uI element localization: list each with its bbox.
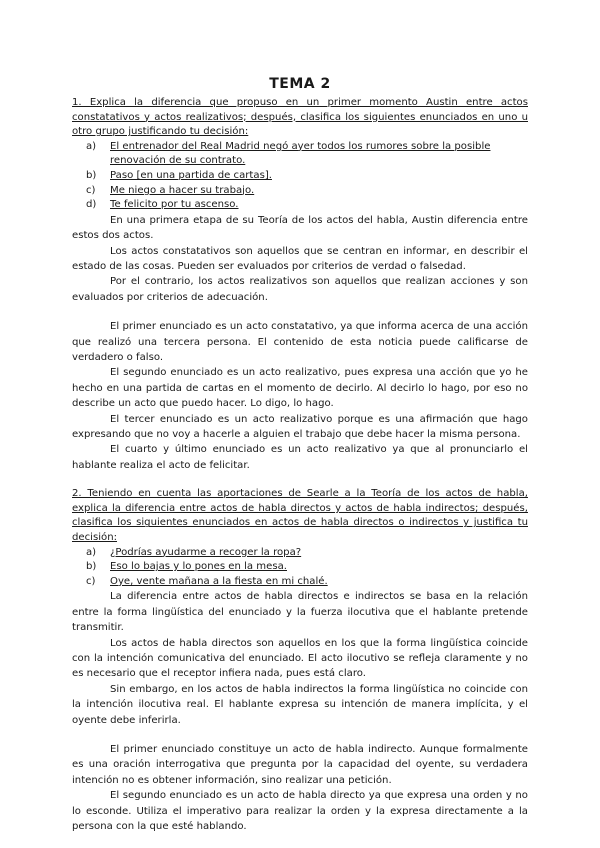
list-item bbox=[86, 184, 528, 199]
spacer bbox=[72, 305, 528, 319]
item-marker: d) bbox=[86, 199, 97, 211]
list-item bbox=[86, 169, 528, 184]
paragraph: La diferencia entre actos de habla directos e indirectos se basa en la relación entre la forma lingüística del enunciado y la fuerza ilocutiva que el hablante pretende transmitir. bbox=[72, 591, 528, 634]
item-text: Paso [en una partida de cartas]. bbox=[110, 169, 272, 181]
item-text: Te felicito por tu ascenso. bbox=[110, 199, 239, 211]
question-2: 2. Teniendo en cuenta las aportaciones de Searle a la Teoría de los actos de habla, explica la diferencia entre actos de habla directos y actos de habla indirectos; después, clasifica los siguientes enunciados en actos de habla directos o indirectos y justifica tu decisión: bbox=[72, 488, 528, 544]
answer-paragraph: El cuarto y último enunciado es un acto realizativo ya que al pronunciarlo el hablante realiza el acto de felicitar. bbox=[72, 444, 528, 471]
paragraph: Sin embargo, en los actos de habla indirectos la forma lingüística no coincide con la intención ilocutiva real. El hablante expresa su intención de manera implícita, y el oyente debe inferirla. bbox=[72, 683, 528, 726]
list-item bbox=[86, 140, 528, 169]
question-2-items bbox=[72, 546, 528, 590]
answer-paragraph: El primer enunciado constituye un acto de habla indirecto. Aunque formalmente es una oración interrogativa que pregunta por la capacidad del oyente, su verdadera intención no es obtener información, sino realizar una petición. bbox=[72, 744, 528, 786]
spacer bbox=[72, 473, 528, 487]
answer-paragraph: El segundo enunciado es un acto de habla directo ya que expresa una orden y no lo esconde. Utiliza el imperativo para realizar la orden y la expresa directamente a la persona con la que esté hablando. bbox=[72, 790, 528, 833]
section-1 bbox=[72, 96, 528, 473]
list-item bbox=[86, 575, 528, 590]
item-marker: b) bbox=[86, 169, 97, 181]
answer-paragraph: El tercer enunciado es un acto realizativo porque es una afirmación que hago expresando que no voy a hacerle a alguien el trabajo que debe hacer la misma persona. bbox=[72, 413, 528, 441]
item-text: Eso lo bajas y lo pones en la mesa. bbox=[110, 561, 287, 573]
paragraph: Los actos constatativos son aquellos que se centran en informar, en describir el estado de las cosas. Pueden ser evaluados por criterios de verdad o falsedad. bbox=[72, 245, 528, 272]
section-2 bbox=[72, 487, 528, 834]
answer-paragraph: El primer enunciado es un acto constatativo, ya que informa acerca de una acción que realizó una tercera persona. El contenido de esta noticia puede calificarse de verdadero o falso. bbox=[72, 321, 528, 363]
item-text: El entrenador del Real Madrid negó ayer todos los rumores sobre la posible renovación de su contrato. bbox=[110, 140, 491, 167]
item-marker: a) bbox=[86, 140, 97, 152]
item-marker: c) bbox=[86, 575, 96, 587]
item-text: Oye, vente mañana a la fiesta en mi chalé. bbox=[110, 575, 328, 587]
question-1: 1. Explica la diferencia que propuso en un primer momento Austin entre actos constatativos y actos realizativos; después, clasifica los siguientes enunciados en uno u otro grupo justificando tu decisión: bbox=[72, 97, 528, 138]
question-1-items bbox=[72, 140, 528, 213]
list-item bbox=[86, 560, 528, 575]
paragraph: En una primera etapa de su Teoría de los actos del habla, Austin diferencia entre estos dos actos. bbox=[72, 214, 528, 242]
answer-paragraph: El segundo enunciado es un acto realizativo, pues expresa una acción que yo he hecho en una partida de cartas en el momento de decirlo. Al decirlo lo hago, por eso no describe un acto que puedo hacer. Lo digo, lo hago. bbox=[72, 367, 528, 410]
page-title: TEMA 2 bbox=[269, 76, 331, 92]
item-marker: a) bbox=[86, 546, 97, 558]
item-marker: b) bbox=[86, 561, 97, 573]
item-text: Me niego a hacer su trabajo. bbox=[110, 184, 255, 196]
paragraph: Los actos de habla directos son aquellos en los que la forma lingüística coincide con la intención comunicativa del enunciado. El acto ilocutivo se refleja claramente y no es necesario que el receptor infiera nada, pues está claro. bbox=[72, 637, 528, 680]
list-item bbox=[86, 546, 528, 561]
paragraph: Por el contrario, los actos realizativos son aquellos que realizan acciones y son evaluados por criterios de adecuación. bbox=[72, 276, 528, 303]
item-marker: c) bbox=[86, 184, 96, 196]
spacer bbox=[72, 728, 528, 742]
item-text: ¿Podrías ayudarme a recoger la ropa? bbox=[110, 546, 302, 558]
list-item bbox=[86, 198, 528, 213]
